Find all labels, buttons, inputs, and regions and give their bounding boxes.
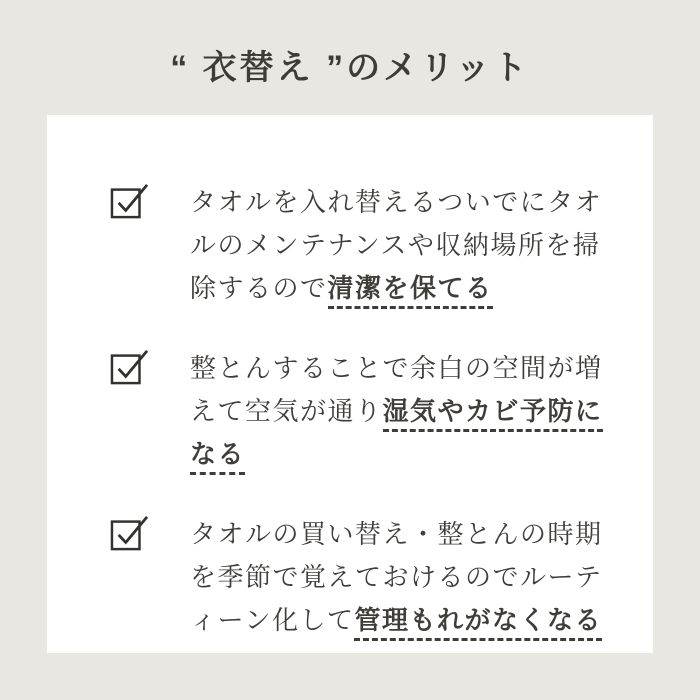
checkbox-checked-icon [110,182,150,219]
benefit-text-emphasis: 清潔を保てる [328,273,493,309]
benefit-text-pre: タオルの買い替え・整とんの時期を季節で覚えておけるのでルーティーン化して [190,519,603,635]
benefit-text-pre: タオルを入れ替えるついでにタオルのメンテナンスや収納場所を掃除するので [190,187,603,303]
benefit-text [190,181,608,310]
benefit-text-emphasis: 管理もれがなくなる [354,605,602,641]
benefit-text-emphasis: 湿気やカビ予防になる [190,396,603,475]
checkbox-checked-icon [110,348,150,385]
list-item [110,181,608,310]
page-title: “ 衣替え ”のメリット [170,49,530,87]
checkbox-checked-icon [110,514,150,551]
list-item [110,513,608,642]
benefit-text [190,347,608,476]
benefits-card [47,115,653,653]
list-item [110,347,608,476]
benefit-text-pre: 整とんすることで余白の空間が増えて空気が通り [190,353,603,426]
benefit-text [190,513,608,642]
